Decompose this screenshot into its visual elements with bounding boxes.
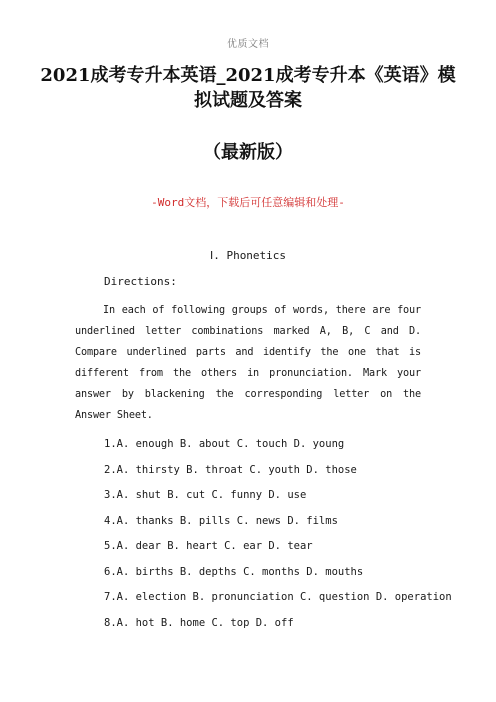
section-heading: Ⅰ. Phonetics — [209, 249, 287, 262]
question-item: 6.A. births B. depths C. months D. mouths — [104, 565, 364, 578]
question-list — [104, 432, 452, 636]
question-item: 2.A. thirsty B. throat C. youth D. those — [104, 463, 357, 476]
edit-note: -Word文档，下载后可任意编辑和处理- — [151, 196, 345, 209]
question-item: 1.A. enough B. about C. touch D. young — [104, 438, 345, 450]
directions-label: Directions: — [104, 275, 177, 288]
document-title: 2021成考专升本英语_2021成考专升本《英语》模拟试题及答案 — [40, 65, 456, 111]
question-item: 4.A. thanks B. pills C. news D. films — [104, 514, 338, 527]
question-item: 5.A. dear B. heart C. ear D. tear — [104, 540, 313, 552]
question-item: 8.A. hot B. home C. top D. off — [104, 616, 294, 629]
directions-paragraph: In each of following groups of words, there are four underlined letter combinations marked A, B, C and D. Compare underlined parts and identify the one that is different from the others in pronunciation. Mark your answer by blackening the corresponding letter on the Answer Sheet. — [75, 305, 421, 421]
question-item: 3.A. shut B. cut C. funny D. use — [104, 489, 307, 501]
question-item: 7.A. election B. pronunciation C. question D. operation — [104, 591, 452, 603]
document-subtitle: （最新版） — [203, 142, 293, 163]
page-header: 优质文档 — [227, 39, 269, 50]
